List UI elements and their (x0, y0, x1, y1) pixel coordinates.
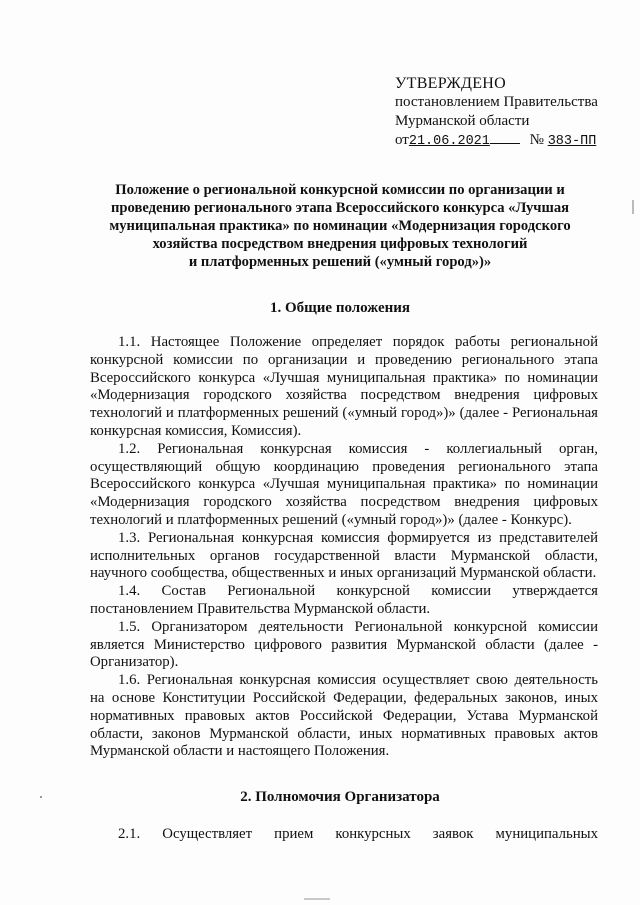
paragraph-1-5: 1.5. Организатором деятельности Региональной конкурсной комиссии является Министерство цифрового развития Мурманской области (далее - Организатор). (90, 618, 598, 671)
approval-date: 21.06.2021 (408, 134, 490, 149)
paragraph-1-4: 1.4. Состав Региональной конкурсной комиссии утверждается постановлением Правительства Мурманской области. (90, 583, 598, 617)
paragraph-1-2: 1.2. Региональная конкурсная комиссия - коллегиальный орган, осуществляющий общую координацию проведения регионального этапа Всероссийского конкурса «Лучшая муниципальная практика» по номинации «Модернизация городского хозяйства посредством внедрения цифровых технологий и платформенных решений («умный город»)» (далее - Конкурс). (90, 440, 598, 528)
scan-edge-mark (632, 200, 634, 214)
document-title-line: и платформенных решений («умный город»)» (188, 254, 492, 270)
approval-stamp (395, 74, 615, 151)
paragraph-1-6: 1.6. Региональная конкурсная комиссия осуществляет свою деятельность на основе Конституции Российской Федерации, федеральных законов, иных нормативных правовых актов Российской Федерации, Устава Мурманской области, законов Мурманской области, иных нормативных правовых актов Мурманской области и настоящего Положения. (90, 672, 598, 760)
date-fill-line (490, 131, 520, 144)
approval-line-1: постановлением Правительства (395, 94, 598, 110)
paragraph-1-1: 1.1. Настоящее Положение определяет порядок работы региональной конкурсной комиссии по организации и проведению регионального этапа Всероссийского конкурса «Лучшая муниципальная практика» по номинации «Модернизация городского хозяйства посредством внедрения цифровых технологий и платформенных решений («умный город»)» (далее - Региональная конкурсная комиссия, Комиссия). (90, 334, 598, 439)
paragraph-2-1: 2.1. Осуществляет прием конкурсных заявок муниципальных (118, 826, 598, 842)
section-1-body (90, 334, 598, 761)
scan-dot-mark (40, 796, 42, 798)
approval-title: УТВЕРЖДЕНО (395, 75, 507, 92)
approval-date-prefix: от (395, 132, 409, 148)
approval-number: 383-ПП (547, 134, 597, 149)
approval-date-line (395, 131, 615, 151)
document-title-line: проведению регионального этапа Всероссийского конкурса «Лучшая (110, 200, 570, 216)
document-title (90, 181, 590, 271)
paragraph-1-3: 1.3. Региональная конкурсная комиссия формируется из представителей исполнительных органов государственной власти Мурманской области, научного сообщества, общественных и иных организаций Мурманской области. (90, 529, 598, 582)
approval-line-2: Мурманской области (395, 113, 530, 129)
footer-smudge (304, 898, 330, 900)
document-title-line: Положение о региональной конкурсной комиссии по организации и (115, 182, 565, 198)
document-title-line: муниципальная практика» по номинации «Модернизация городского (109, 218, 571, 234)
approval-number-sign: № (529, 132, 544, 148)
section-heading-2: 2. Полномочия Организатора (240, 789, 440, 805)
document-title-line: хозяйства посредством внедрения цифровых технологий (152, 236, 528, 252)
section-heading-1: 1. Общие положения (269, 300, 411, 316)
